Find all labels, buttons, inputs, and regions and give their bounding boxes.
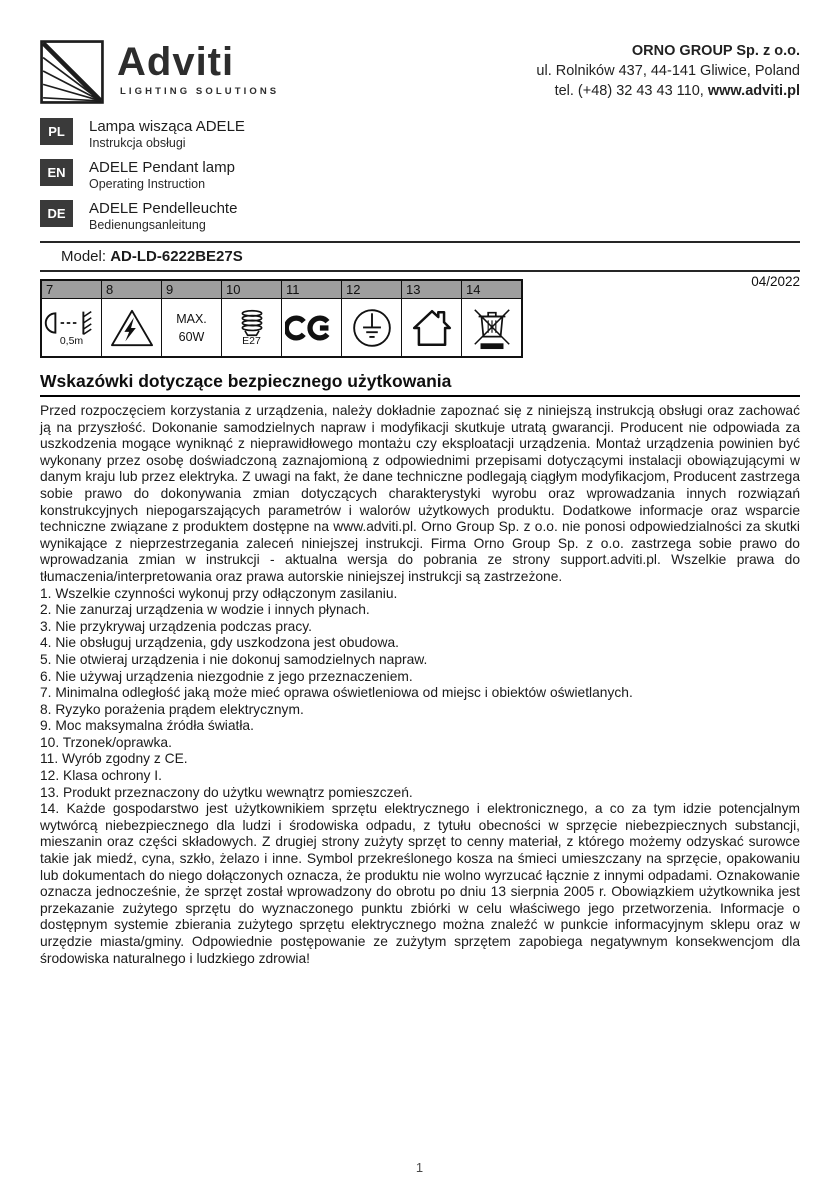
cell-number: 8 [102, 280, 162, 299]
page-header [40, 40, 800, 104]
weee-bin-icon [470, 304, 514, 352]
section-heading: Wskazówki dotyczące bezpiecznego użytkowania [40, 371, 800, 397]
product-title-pl: Lampa wisząca ADELE [89, 118, 245, 135]
product-title-de: ADELE Pendelleuchte [89, 200, 238, 217]
cell-number: 7 [41, 280, 102, 299]
cell-protection-class [342, 299, 402, 358]
lang-text-pl [89, 118, 245, 150]
pictogram-zone [40, 274, 800, 358]
safety-item: 4. Nie obsługuj urządzenia, gdy uszkodzona jest obudowa. [40, 635, 399, 651]
lang-text-de [89, 200, 237, 232]
pictogram-icon-row [41, 299, 522, 358]
safety-item: 7. Minimalna odległość jaką może mieć oprawa oświetleniowa od miejsc i obiektów oświetlanych. [40, 685, 633, 701]
page-number: 1 [415, 1160, 424, 1175]
doc-type-en: Operating Instruction [89, 177, 206, 191]
cell-number: 12 [342, 280, 402, 299]
lang-badge-en: EN [40, 159, 73, 186]
cell-number: 10 [222, 280, 282, 299]
cell-ce-mark [282, 299, 342, 358]
cell-number: 13 [402, 280, 462, 299]
electric-shock-warning-icon [109, 307, 155, 349]
lang-badge-de: DE [40, 200, 73, 227]
min-distance-value: 0,5m [59, 334, 84, 347]
cell-socket [222, 299, 282, 358]
safety-item: 6. Nie używaj urządzenia niezgodnie z jego przeznaczeniem. [40, 668, 413, 684]
indoor-use-icon [410, 307, 454, 349]
safety-item: 5. Nie otwieraj urządzenia i nie dokonuj samodzielnych napraw. [40, 651, 428, 667]
cell-shock-warning [102, 299, 162, 358]
cell-number: 11 [282, 280, 342, 299]
lang-row-de [40, 200, 800, 232]
pictogram-table [40, 279, 523, 358]
safety-item: 13. Produkt przeznaczony do użytku wewnątrz pomieszczeń. [40, 784, 413, 800]
safety-item: 1. Wszelkie czynności wykonuj przy odłączonym zasilaniu. [40, 585, 398, 601]
min-distance-icon [44, 309, 100, 337]
doc-type-de: Bedienungsanleitung [89, 218, 206, 232]
model-number: AD-LD-6222BE27S [110, 248, 243, 265]
brand-name: Adviti [117, 40, 235, 84]
safety-item: 3. Nie przykrywaj urządzenia podczas pracy. [40, 618, 312, 634]
adviti-logo [40, 40, 279, 104]
logo-text [117, 40, 279, 97]
language-blocks [40, 118, 800, 232]
max-wattage-text: MAX. 60W [176, 311, 207, 344]
safety-item: 10. Trzonek/oprawka. [40, 734, 172, 750]
company-address: ul. Rolników 437, 44-141 Gliwice, Poland [536, 63, 800, 79]
lang-row-pl [40, 118, 800, 150]
safety-list [40, 586, 800, 802]
safety-item: 12. Klasa ochrony I. [40, 768, 162, 784]
cell-number: 14 [462, 280, 523, 299]
safety-intro-paragraph: Przed rozpoczęciem korzystania z urządzenia, należy dokładnie zapoznać się z niniejszą instrukcją obsługi oraz zachować ją na przyszłość. Dokonanie samodzielnych napraw i modyfikacji skutkuje utratą gwarancji. Producent nie odpowiada za uszkodzenia mogące wyniknąć z nieprawidłowego montażu czy eksploatacji urządzenia. Montaż urządzenia powinien być wykonany przez osobę doświadczoną zaznajomioną z odpowiednimi przepisami dotyczącymi instalacji obowiązującymi w danym kraju lub przez elektryka. Z uwagi na fakt, że dane techniczne podlegają ciągłym modyfikacjom, Producent zastrzega sobie prawo do dokonywania zmian dotyczących charakterystyki wyrobu oraz wprowadzania innych rozwiązań konstrukcyjnych niepogarszających parametrów i walorów użytkowych produktu. Dodatkowe informacje oraz wsparcie techniczne związane z produktem dostępne na www.adviti.pl. Orno Group Sp. z o.o. nie ponosi odpowiedzialności za skutki wynikające z nieprzestrzegania zaleceń niniejszej instrukcji. Firma Orno Group Sp. z o.o. zastrzega sobie prawo do wprowadzania zmian w instrukcji - aktualna wersja do pobrania ze strony support.adviti.pl. Wszelkie prawa do tłumaczenia/interpretowania oraz prawa autorskie niniejszej instrukcji są zastrzeżone. [40, 403, 800, 584]
bulb-socket-icon [237, 309, 267, 337]
lang-badge-pl: PL [40, 118, 73, 145]
safety-item: 9. Moc maksymalna źródła światła. [40, 718, 254, 734]
adviti-logo-icon [40, 40, 104, 104]
company-phone: tel. (+48) 32 43 43 110, [554, 83, 708, 99]
ce-mark-icon [285, 314, 339, 342]
product-title-en: ADELE Pendant lamp [89, 159, 235, 176]
company-name: ORNO GROUP Sp. z o.o. [631, 43, 800, 59]
safety-item: 2. Nie zanurzaj urządzenia w wodzie i innych płynach. [40, 602, 370, 618]
cell-min-distance [41, 299, 102, 358]
cell-indoor-use [402, 299, 462, 358]
brand-tagline: LIGHTING SOLUTIONS [120, 86, 280, 97]
weee-paragraph: 14. Każde gospodarstwo jest użytkownikiem sprzętu elektrycznego i elektronicznego, a co za tym idzie potencjalnym wytwórcą niebezpiecznego dla ludzi i środowiska odpadu, z tytułu obecności w sprzęcie niebezpiecznych substancji, mieszanin oraz części składowych. Z drugiej strony zużyty sprzęt to cenny materiał, z którego możemy odzyskać surowce takie jak miedź, cyna, szkło, żelazo i inne. Symbol przekreślonego kosza na śmieci umieszczany na sprzęcie, opakowaniu lub dokumentach do niego dołączonych oznacza, że produktu nie wolno wyrzucać łącznie z innymi odpadami. Oznakowanie oznacza jednocześnie, że sprzęt został wprowadzony do obrotu po dniu 13 sierpnia 2005 r. Obowiązkiem użytkownika jest przekazanie zużytego sprzętu do wyznaczonego punktu zbiórki w celu właściwego jego przetworzenia. Informacje o dostępnym systemie zbierania zużytego sprzętu elektrycznego można znaleźć w punkcie informacyjnym sklepu oraz w urzędzie miasta/gminy. Odpowiednie postępowanie ze zużytym sprzętem zapobiega negatywnym konsekwencjom dla środowiska naturalnego i ludzkiego zdrowia! [40, 801, 800, 966]
pictogram-number-row [41, 280, 522, 299]
model-label: Model: [61, 248, 107, 265]
divider-bottom [40, 270, 800, 272]
company-website: www.adviti.pl [707, 83, 800, 99]
company-info [536, 40, 800, 101]
protection-class-icon [351, 307, 393, 349]
model-line [40, 243, 800, 270]
safety-item: 8. Ryzyko porażenia prądem elektrycznym. [40, 701, 304, 717]
safety-item: 11. Wyrób zgodny z CE. [40, 751, 188, 767]
revision-date: 04/2022 [751, 274, 800, 289]
lang-row-en [40, 159, 800, 191]
cell-weee [462, 299, 523, 358]
lang-text-en [89, 159, 235, 191]
company-contact [536, 81, 800, 101]
doc-type-pl: Instrukcja obsługi [89, 136, 186, 150]
socket-type-label: E27 [242, 334, 261, 347]
cell-max-wattage [162, 299, 222, 358]
cell-number: 9 [162, 280, 222, 299]
